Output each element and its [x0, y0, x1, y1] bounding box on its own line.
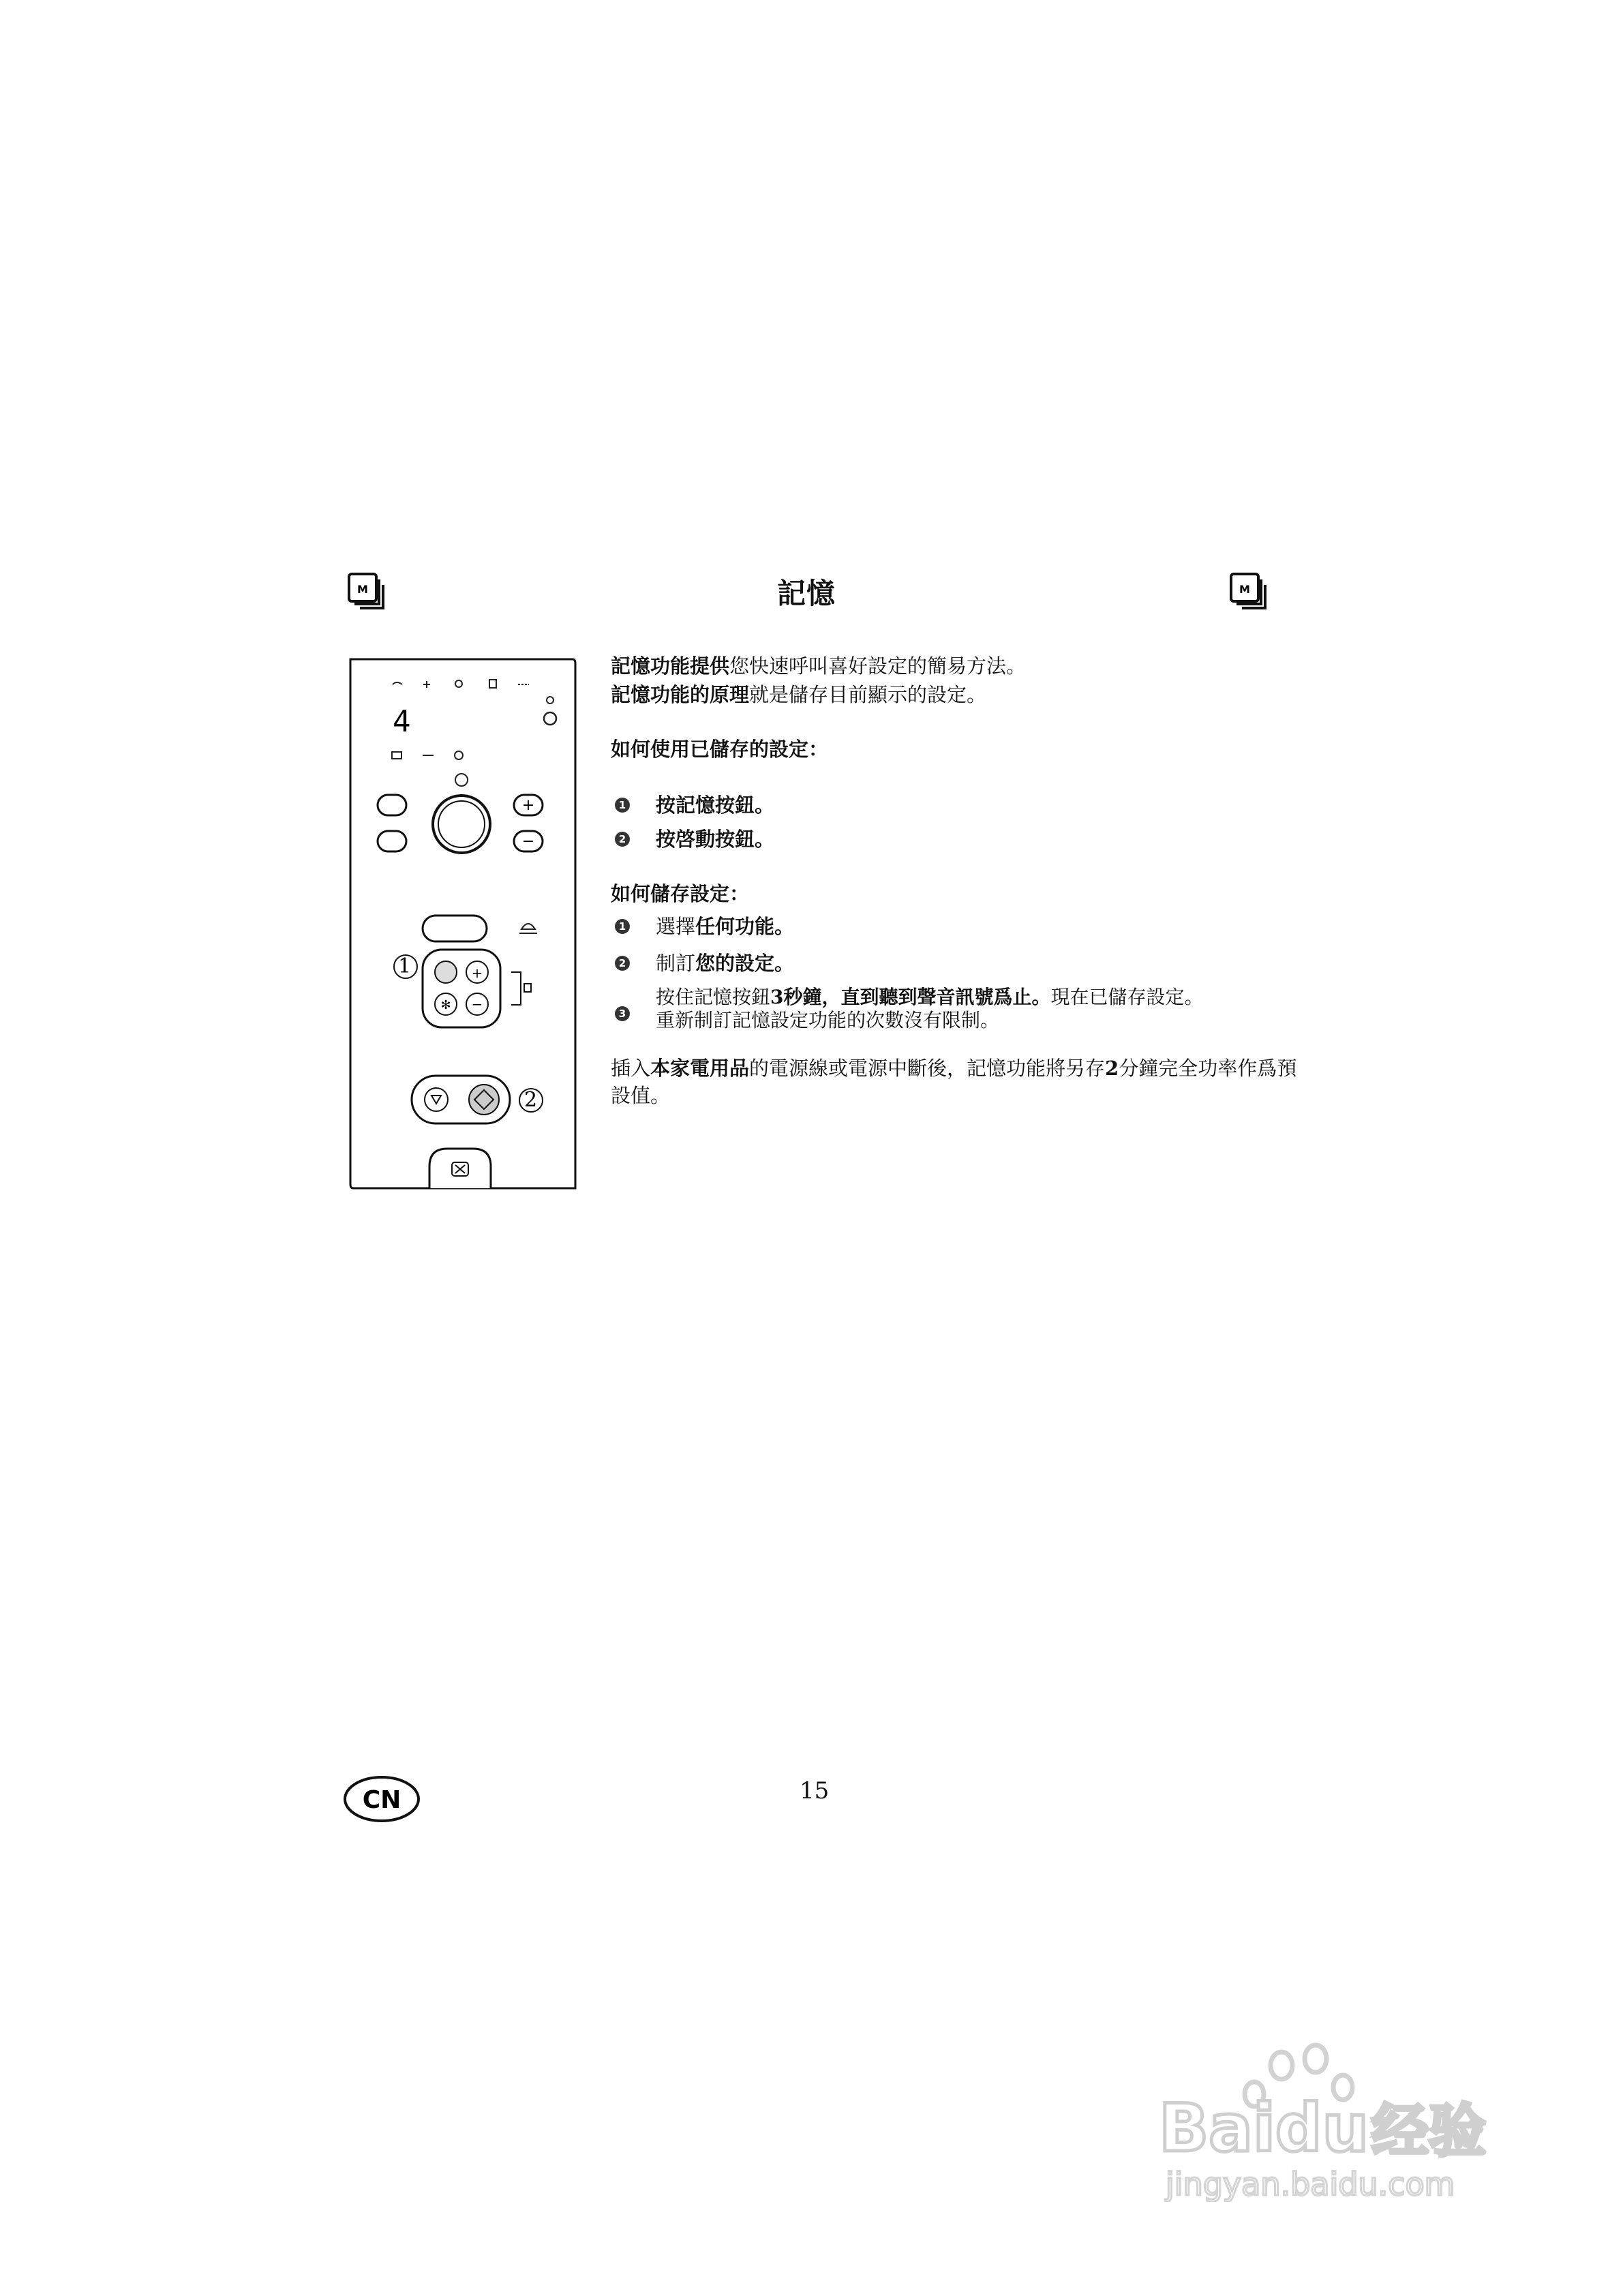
watermark-url: jingyan.baidu.com — [1166, 2166, 1455, 2202]
step-number: 1 — [615, 798, 630, 813]
watermark-brand: Baidu — [1159, 2090, 1369, 2166]
svg-text:−: − — [521, 833, 535, 850]
svg-text:✻: ✻ — [440, 998, 451, 1012]
main-dial — [433, 796, 490, 853]
store-step-1: 1 選擇任何功能。 — [615, 912, 794, 941]
use-heading: 如何使用已儲存的設定： — [611, 738, 829, 761]
page-number: 15 — [800, 1777, 830, 1804]
store-heading: 如何儲存設定： — [611, 882, 750, 905]
page-title: 記憶 — [777, 577, 836, 610]
language-badge — [342, 1774, 421, 1824]
store-step-3: 3 按住記憶按鈕3秒鐘，直到聽到聲音訊號爲止。現在已儲存設定。 重新制訂記憶設定功能的次數沒有限制。 — [615, 986, 1204, 1032]
intro-line-2: 記憶功能的原理就是儲存目前顯示的設定。 — [611, 683, 987, 706]
control-panel-illustration — [348, 656, 577, 1192]
memory-button — [423, 916, 487, 941]
svg-text:+: + — [471, 965, 483, 981]
watermark-suffix: 经验 — [1371, 2098, 1487, 2164]
memory-m-icon — [1227, 570, 1271, 614]
quad-button-cluster — [423, 950, 500, 1027]
callout-2-label: 2 — [524, 1088, 538, 1112]
use-step-2: 2 按啓動按鈕。 — [615, 825, 774, 854]
footer-note-line-1: 插入本家電用品的電源線或電源中斷後，記憶功能將另存2分鐘完全功率作爲預 — [611, 1057, 1297, 1080]
memory-m-icon — [345, 570, 389, 614]
intro-line-1: 記憶功能提供您快速呼叫喜好設定的簡易方法。 — [611, 654, 1027, 678]
use-step-1: 1 按記憶按鈕。 — [615, 791, 774, 819]
store-step-2: 2 制訂您的設定。 — [615, 949, 794, 978]
left-lower-button — [378, 831, 406, 851]
step-number: 2 — [615, 832, 630, 847]
stop-button — [425, 1088, 448, 1111]
callout-1-label: 1 — [398, 954, 412, 978]
step-number: 1 — [615, 919, 630, 934]
step-number: 2 — [615, 956, 630, 971]
baidu-watermark — [1152, 2038, 1534, 2202]
svg-text:−: − — [471, 996, 483, 1012]
svg-text:M: M — [357, 583, 368, 596]
svg-text:+: + — [521, 797, 535, 814]
footer-note-line-2: 設值。 — [611, 1084, 671, 1107]
memory-quad-button — [435, 961, 457, 983]
left-upper-button — [378, 795, 406, 815]
step-number: 3 — [615, 1006, 630, 1021]
svg-text:M: M — [1239, 583, 1250, 596]
svg-text:CN: CN — [362, 1786, 401, 1814]
display-digit: 4 — [393, 704, 411, 739]
